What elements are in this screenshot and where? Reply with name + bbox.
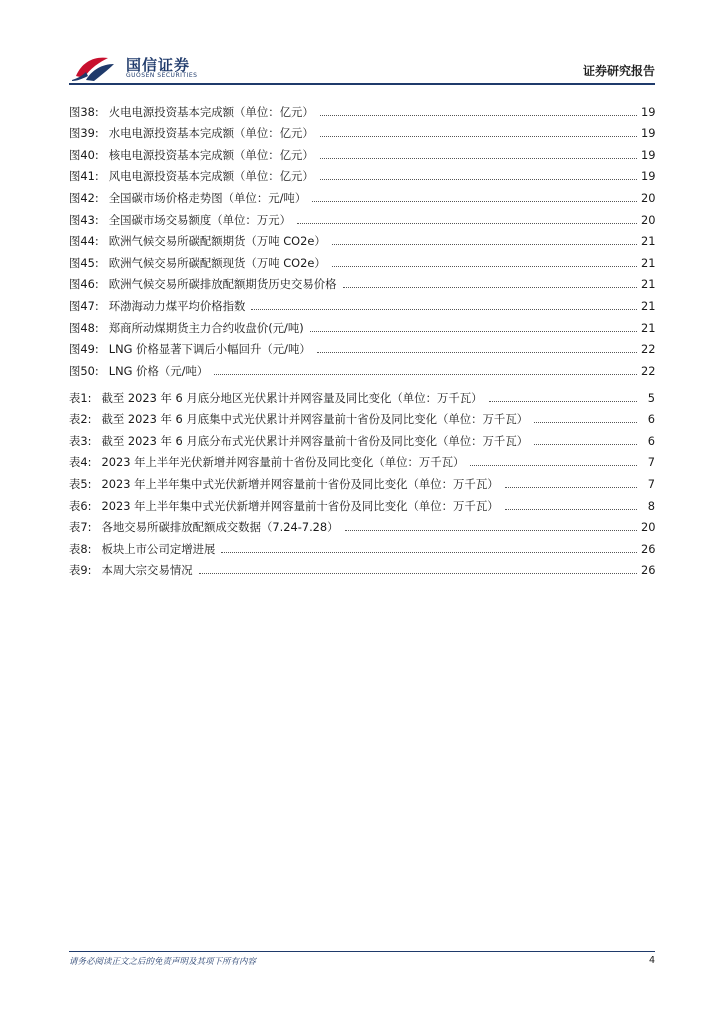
entry-label: 图48: bbox=[69, 320, 99, 335]
table-index-entry[interactable] bbox=[69, 385, 655, 407]
entry-title: 截至 2023 年 6 月底集中式光伏累计并网容量前十省份及同比变化（单位：万千瓦） bbox=[101, 412, 529, 427]
figure-index-entry[interactable] bbox=[69, 99, 655, 121]
figure-index-entry[interactable] bbox=[69, 229, 655, 251]
entry-label: 表6: bbox=[69, 498, 92, 513]
dot-leader bbox=[221, 552, 637, 553]
dot-leader bbox=[251, 309, 637, 310]
entry-label: 图43: bbox=[69, 212, 99, 227]
entry-label: 表5: bbox=[69, 476, 92, 491]
entry-title: 各地交易所碳排放配额成交数据（7.24-7.28） bbox=[101, 520, 339, 535]
dot-leader bbox=[320, 158, 637, 159]
dot-leader bbox=[534, 422, 637, 423]
entry-title: 欧洲气候交易所碳配额现货（万吨 CO2e） bbox=[108, 255, 326, 270]
table-index-entry[interactable] bbox=[69, 471, 655, 493]
dot-leader bbox=[199, 573, 637, 574]
entry-label: 图46: bbox=[69, 277, 99, 292]
figure-index-entry[interactable] bbox=[69, 250, 655, 272]
figure-index-entry[interactable] bbox=[69, 142, 655, 164]
table-index-entry[interactable] bbox=[69, 493, 655, 515]
entry-label: 图44: bbox=[69, 234, 99, 249]
table-index-entry[interactable] bbox=[69, 450, 655, 472]
entry-page-number: 5 bbox=[647, 390, 655, 405]
dot-leader bbox=[343, 287, 637, 288]
entry-label: 图41: bbox=[69, 169, 99, 184]
dot-leader bbox=[470, 465, 637, 466]
logo-chinese-name: 国信证券 bbox=[126, 56, 191, 74]
entry-page-number: 20 bbox=[641, 212, 656, 227]
figure-index-entry[interactable] bbox=[69, 337, 655, 359]
table-index-entry[interactable] bbox=[69, 407, 655, 429]
entry-label: 表4: bbox=[69, 455, 92, 470]
entry-label: 表7: bbox=[69, 520, 92, 535]
figure-index-entry[interactable] bbox=[69, 121, 655, 143]
entry-page-number: 20 bbox=[641, 190, 656, 205]
entry-title: 截至 2023 年 6 月底分布式光伏累计并网容量前十省份及同比变化（单位：万千瓦） bbox=[101, 433, 529, 448]
entry-label: 图42: bbox=[69, 190, 99, 205]
report-type-label: 证券研究报告 bbox=[582, 64, 655, 78]
entry-page-number: 6 bbox=[647, 433, 655, 448]
entry-page-number: 7 bbox=[647, 455, 655, 470]
entry-title: 板块上市公司定增进展 bbox=[101, 541, 216, 556]
entry-title: LNG 价格（元/吨） bbox=[108, 363, 209, 378]
table-index-entry[interactable] bbox=[69, 428, 655, 450]
table-index-entry[interactable] bbox=[69, 558, 655, 580]
dot-leader bbox=[320, 115, 637, 116]
entry-title: 郑商所动煤期货主力合约收盘价(元/吨) bbox=[108, 320, 304, 335]
dot-leader bbox=[214, 374, 637, 375]
table-index bbox=[69, 385, 655, 579]
guosen-logo bbox=[72, 52, 202, 82]
dot-leader bbox=[505, 509, 637, 510]
entry-label: 表3: bbox=[69, 433, 92, 448]
dot-leader bbox=[345, 530, 637, 531]
entry-label: 图49: bbox=[69, 342, 99, 357]
figure-index-entry[interactable] bbox=[69, 358, 655, 380]
entry-page-number: 21 bbox=[641, 277, 656, 292]
entry-page-number: 19 bbox=[641, 147, 656, 162]
table-index-entry[interactable] bbox=[69, 536, 655, 558]
entry-page-number: 20 bbox=[641, 520, 656, 535]
entry-title: 2023 年上半年集中式光伏新增并网容量前十省份及同比变化（单位：万千瓦） bbox=[101, 498, 499, 513]
entry-title: 水电电源投资基本完成额（单位：亿元） bbox=[108, 126, 314, 141]
entry-label: 表1: bbox=[69, 390, 92, 405]
entry-page-number: 6 bbox=[647, 412, 655, 427]
dot-leader bbox=[320, 179, 637, 180]
entry-page-number: 26 bbox=[641, 541, 656, 556]
figure-index-entry[interactable] bbox=[69, 185, 655, 207]
entry-label: 图39: bbox=[69, 126, 99, 141]
dot-leader bbox=[317, 352, 637, 353]
entry-title: 2023 年上半年光伏新增并网容量前十省份及同比变化（单位：万千瓦） bbox=[101, 455, 465, 470]
entry-title: 欧洲气候交易所碳排放配额期货历史交易价格 bbox=[108, 277, 337, 292]
entry-page-number: 21 bbox=[641, 255, 656, 270]
entry-page-number: 19 bbox=[641, 169, 656, 184]
dot-leader bbox=[312, 201, 637, 202]
figure-index-entry[interactable] bbox=[69, 315, 655, 337]
figure-index-entry[interactable] bbox=[69, 164, 655, 186]
entry-title: 火电电源投资基本完成额（单位：亿元） bbox=[108, 104, 314, 119]
table-index-entry[interactable] bbox=[69, 515, 655, 537]
entry-label: 表8: bbox=[69, 541, 92, 556]
dot-leader bbox=[297, 223, 637, 224]
entry-title: LNG 价格显著下调后小幅回升（元/吨） bbox=[108, 342, 311, 357]
dot-leader bbox=[489, 401, 637, 402]
dot-leader bbox=[534, 444, 637, 445]
header-divider bbox=[69, 83, 655, 85]
logo-english-name: GUOSEN SECURITIES bbox=[126, 72, 198, 79]
entry-page-number: 7 bbox=[647, 476, 655, 491]
entry-label: 图45: bbox=[69, 255, 99, 270]
entry-title: 核电电源投资基本完成额（单位：亿元） bbox=[108, 147, 314, 162]
entry-title: 截至 2023 年 6 月底分地区光伏累计并网容量及同比变化（单位：万千瓦） bbox=[101, 390, 483, 405]
entry-page-number: 26 bbox=[641, 563, 656, 578]
entry-page-number: 19 bbox=[641, 104, 656, 119]
entry-title: 全国碳市场价格走势图（单位：元/吨） bbox=[108, 190, 307, 205]
entry-title: 本周大宗交易情况 bbox=[101, 563, 193, 578]
entry-page-number: 21 bbox=[641, 234, 656, 249]
entry-label: 表2: bbox=[69, 412, 92, 427]
entry-title: 风电电源投资基本完成额（单位：亿元） bbox=[108, 169, 314, 184]
entry-page-number: 8 bbox=[647, 498, 655, 513]
page-number: 4 bbox=[648, 955, 655, 966]
entry-label: 表9: bbox=[69, 563, 92, 578]
figure-index-entry[interactable] bbox=[69, 272, 655, 294]
entry-page-number: 22 bbox=[641, 342, 656, 357]
entry-label: 图40: bbox=[69, 147, 99, 162]
figure-index-entry[interactable] bbox=[69, 293, 655, 315]
entry-label: 图50: bbox=[69, 363, 99, 378]
entry-page-number: 22 bbox=[641, 363, 656, 378]
entry-title: 环渤海动力煤平均价格指数 bbox=[108, 298, 246, 313]
entry-page-number: 21 bbox=[641, 298, 656, 313]
entry-label: 图47: bbox=[69, 298, 99, 313]
guosen-logo-icon bbox=[72, 52, 116, 82]
figure-index bbox=[69, 99, 655, 380]
footer-divider bbox=[69, 951, 655, 952]
dot-leader bbox=[332, 266, 637, 267]
page-header bbox=[0, 0, 724, 90]
dot-leader bbox=[332, 244, 637, 245]
entry-title: 欧洲气候交易所碳配额期货（万吨 CO2e） bbox=[108, 234, 326, 249]
dot-leader bbox=[320, 136, 637, 137]
entry-title: 2023 年上半年集中式光伏新增并网容量前十省份及同比变化（单位：万千瓦） bbox=[101, 476, 499, 491]
figure-index-entry[interactable] bbox=[69, 207, 655, 229]
entry-page-number: 19 bbox=[641, 126, 656, 141]
dot-leader bbox=[310, 331, 637, 332]
entry-label: 图38: bbox=[69, 104, 99, 119]
entry-title: 全国碳市场交易额度（单位：万元） bbox=[108, 212, 291, 227]
dot-leader bbox=[505, 487, 637, 488]
footer-disclaimer: 请务必阅读正文之后的免责声明及其项下所有内容 bbox=[69, 957, 257, 967]
entry-page-number: 21 bbox=[641, 320, 656, 335]
